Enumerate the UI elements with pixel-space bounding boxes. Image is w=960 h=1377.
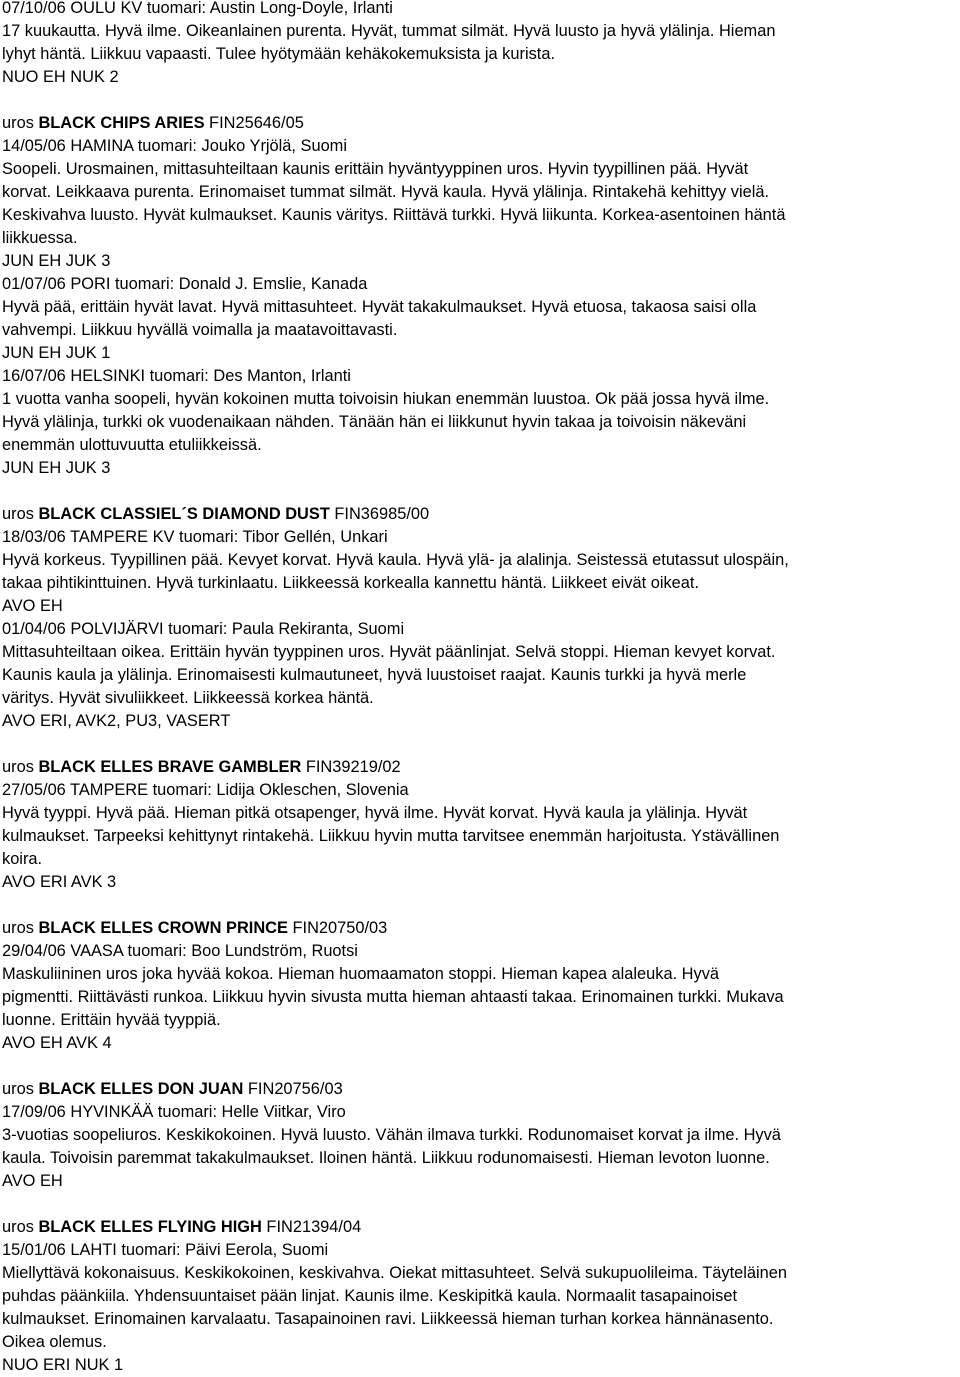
text-line (2, 273, 367, 296)
line-text: AVO EH AVK 4 (2, 1034, 112, 1052)
text-line (2, 618, 404, 641)
line-text: liikkuessa. (2, 229, 78, 247)
line-text: Miellyttävä kokonaisuus. Keskikokoinen, keskivahva. Oiekat mittasuhteet. Selvä sukupuolileima. Täyteläinen (2, 1264, 788, 1282)
line-text: Keskivahva luusto. Hyvät kulmaukset. Kaunis väritys. Riittävä turkki. Hyvä liikunta. Korkea-asentoinen häntä (2, 206, 786, 224)
line-text: FIN25646/05 (204, 114, 304, 132)
line-text: uros (2, 919, 39, 937)
text-line (2, 1032, 112, 1055)
line-text: 1 vuotta vanha soopeli, hyvän kokoinen mutta toivoisin hiukan enemmän luustoa. Ok pää jossa hyvä ilme. (2, 390, 770, 408)
line-text: 3-vuotias soopeliuros. Keskikokoinen. Hyvä luusto. Vähän ilmava turkki. Rodunomaiset korvat ja ilme. Hyvä (2, 1126, 781, 1144)
line-text: uros (2, 114, 39, 132)
line-text: 14/05/06 HAMINA tuomari: Jouko Yrjölä, Suomi (2, 137, 347, 155)
text-line (2, 1216, 361, 1239)
line-text: FIN20756/03 (243, 1080, 343, 1098)
text-line (2, 1124, 781, 1147)
text-line (2, 1101, 346, 1124)
line-text: 17 kuukautta. Hyvä ilme. Oikeanlainen purenta. Hyvät, tummat silmät. Hyvä luusto ja hyvä ylälinja. Hieman (2, 22, 776, 40)
text-line (2, 1009, 221, 1032)
line-text: uros (2, 1218, 39, 1236)
text-line (2, 503, 429, 526)
line-text: 07/10/06 OULU KV tuomari: Austin Long-Doyle, Irlanti (2, 0, 393, 17)
line-text: Oikea olemus. (2, 1333, 107, 1351)
line-text: JUN EH JUK 1 (2, 344, 111, 362)
text-line (2, 1262, 787, 1285)
text-line (2, 66, 119, 89)
text-line (2, 1239, 328, 1262)
text-line (2, 43, 555, 66)
dog-name: BLACK CHIPS ARIES (38, 114, 205, 132)
line-text: NUO EH NUK 2 (2, 68, 119, 86)
text-line (2, 388, 769, 411)
dog-name: BLACK ELLES CROWN PRINCE (38, 919, 288, 937)
line-text: uros (2, 758, 39, 776)
text-line (2, 1331, 107, 1354)
line-text: 27/05/06 TAMPERE tuomari: Lidija Okleschen, Slovenia (2, 781, 409, 799)
line-text: 01/07/06 PORI tuomari: Donald J. Emslie, Kanada (2, 275, 368, 293)
dog-name: BLACK CLASSIEL´S DIAMOND DUST (38, 505, 330, 523)
line-text: FIN36985/00 (329, 505, 430, 523)
line-text: JUN EH JUK 3 (2, 252, 111, 270)
line-text: FIN39219/02 (301, 758, 401, 776)
text-line (2, 457, 110, 480)
text-line (2, 687, 374, 710)
line-text: 18/03/06 TAMPERE KV tuomari: Tibor Gellén, Unkari (2, 528, 388, 546)
text-line (2, 848, 42, 871)
text-line (2, 526, 388, 549)
text-line (2, 0, 393, 20)
line-text: uros (2, 1080, 39, 1098)
text-line (2, 641, 776, 664)
text-line (2, 825, 779, 848)
line-text: FIN20750/03 (287, 919, 388, 937)
text-line (2, 1078, 343, 1101)
text-line (2, 986, 784, 1009)
text-line (2, 250, 110, 273)
text-line (2, 158, 748, 181)
line-text: uros (2, 505, 39, 523)
text-line (2, 365, 351, 388)
text-line (2, 710, 230, 733)
line-text: lyhyt häntä. Liikkuu vapaasti. Tulee hyötymään kehäkokemuksista ja kurista. (2, 45, 556, 63)
line-text: JUN EH JUK 3 (2, 459, 111, 477)
line-text: 16/07/06 HELSINKI tuomari: Des Manton, Irlanti (2, 367, 351, 385)
text-line (2, 319, 397, 342)
line-text: 15/01/06 LAHTI tuomari: Päivi Eerola, Suomi (2, 1241, 329, 1259)
line-text: AVO EH (2, 597, 63, 615)
text-line (2, 595, 63, 618)
line-text: Hyvä pää, erittäin hyvät lavat. Hyvä mittasuhteet. Hyvät takakulmaukset. Hyvä etuosa, takaosa saisi olla (2, 298, 757, 316)
text-line (2, 112, 304, 135)
line-text: korvat. Leikkaava purenta. Erinomaiset tummat silmät. Hyvä kaula. Hyvä ylälinja. Rintakehä kehittyy vielä. (2, 183, 770, 201)
text-line (2, 963, 719, 986)
text-line (2, 296, 756, 319)
line-text: Hyvä tyyppi. Hyvä pää. Hieman pitkä otsapenger, hyvä ilme. Hyvät korvat. Hyvä kaula ja ylälinja. Hyvät (2, 804, 748, 822)
line-text: Soopeli. Urosmainen, mittasuhteiltaan kaunis erittäin hyväntyyppinen uros. Hyvin tyypillinen pää. Hyvät (2, 160, 749, 178)
line-text: 29/04/06 VAASA tuomari: Boo Lundström, Ruotsi (2, 942, 358, 960)
line-text: takaa pihtikinttuinen. Hyvä turkinlaatu. Liikkeessä korkealla kannettu häntä. Liikkeet eivät oikeat. (2, 574, 700, 592)
dog-name: BLACK ELLES DON JUAN (38, 1080, 244, 1098)
text-line (2, 871, 116, 894)
text-line (2, 664, 746, 687)
text-line (2, 227, 78, 250)
text-line (2, 779, 409, 802)
text-line (2, 1170, 63, 1193)
line-text: enemmän ulottuvuutta etuliikkeissä. (2, 436, 262, 454)
line-text: AVO EH (2, 1172, 63, 1190)
text-line (2, 181, 769, 204)
line-text: kulmaukset. Erinomainen karvalaatu. Tasapainoinen ravi. Liikkeessä hieman turhan korkea hännänasento. (2, 1310, 774, 1328)
text-line (2, 572, 699, 595)
text-line (2, 411, 746, 434)
dog-name: BLACK ELLES FLYING HIGH (38, 1218, 262, 1236)
text-line (2, 940, 358, 963)
text-line (2, 1354, 123, 1377)
text-line (2, 1147, 770, 1170)
line-text: Mittasuhteiltaan oikea. Erittäin hyvän tyyppinen uros. Hyvät päänlinjat. Selvä stoppi. Hieman kevyet korvat. (2, 643, 776, 661)
line-text: puhdas päänkiila. Yhdensuuntaiset pään linjat. Kaunis ilme. Keskipitkä kaula. Normaalit tasapainoiset (2, 1287, 737, 1305)
line-text: koira. (2, 850, 43, 868)
line-text: kaula. Toivoisin paremmat takakulmaukset. Iloinen häntä. Liikkuu rodunomaisesti. Hieman levoton luonne. (2, 1149, 770, 1167)
text-line (2, 1285, 737, 1308)
line-text: 01/04/06 POLVIJÄRVI tuomari: Paula Rekiranta, Suomi (2, 620, 405, 638)
text-line (2, 802, 747, 825)
line-text: kulmaukset. Tarpeeksi kehittynyt rintakehä. Liikkuu hyvin mutta tarvitsee enemmän harjoitusta. Ystävällinen (2, 827, 780, 845)
text-line (2, 204, 785, 227)
line-text: NUO ERI NUK 1 (2, 1356, 124, 1374)
line-text: Maskuliininen uros joka hyvää kokoa. Hieman huomaamaton stoppi. Hieman kapea alaleuka. Hyvä (2, 965, 720, 983)
line-text: vahvempi. Liikkuu hyvällä voimalla ja maatavoittavasti. (2, 321, 398, 339)
text-line (2, 135, 347, 158)
line-text: luonne. Erittäin hyvää tyyppiä. (2, 1011, 221, 1029)
line-text: pigmentti. Riittävästi runkoa. Liikkuu hyvin sivusta mutta hieman ahtaasti takaa. Erinomainen turkki. Mukava (2, 988, 784, 1006)
line-text: 17/09/06 HYVINKÄÄ tuomari: Helle Viitkar, Viro (2, 1103, 346, 1121)
dog-name: BLACK ELLES BRAVE GAMBLER (38, 758, 302, 776)
text-line (2, 20, 775, 43)
line-text: Hyvä ylälinja, turkki ok vuodenaikaan nähden. Tänään hän ei liikkunut hyvin takaa ja toivoisin näkeväni (2, 413, 747, 431)
line-text: FIN21394/04 (261, 1218, 362, 1236)
line-text: Kaunis kaula ja ylälinja. Erinomaisesti kulmautuneet, hyvä luustoiset raajat. Kaunis turkki ja hyvä merle (2, 666, 747, 684)
text-line (2, 1308, 773, 1331)
text-line (2, 917, 387, 940)
line-text: väritys. Hyvät sivuliikkeet. Liikkeessä korkea häntä. (2, 689, 374, 707)
text-line (2, 756, 401, 779)
text-line (2, 434, 262, 457)
text-line (2, 342, 110, 365)
line-text: Hyvä korkeus. Tyypillinen pää. Kevyet korvat. Hyvä kaula. Hyvä ylä- ja alalinja. Seistessä etutassut ulospäin, (2, 551, 789, 569)
line-text: AVO ERI AVK 3 (2, 873, 117, 891)
text-line (2, 549, 789, 572)
line-text: AVO ERI, AVK2, PU3, VASERT (2, 712, 231, 730)
